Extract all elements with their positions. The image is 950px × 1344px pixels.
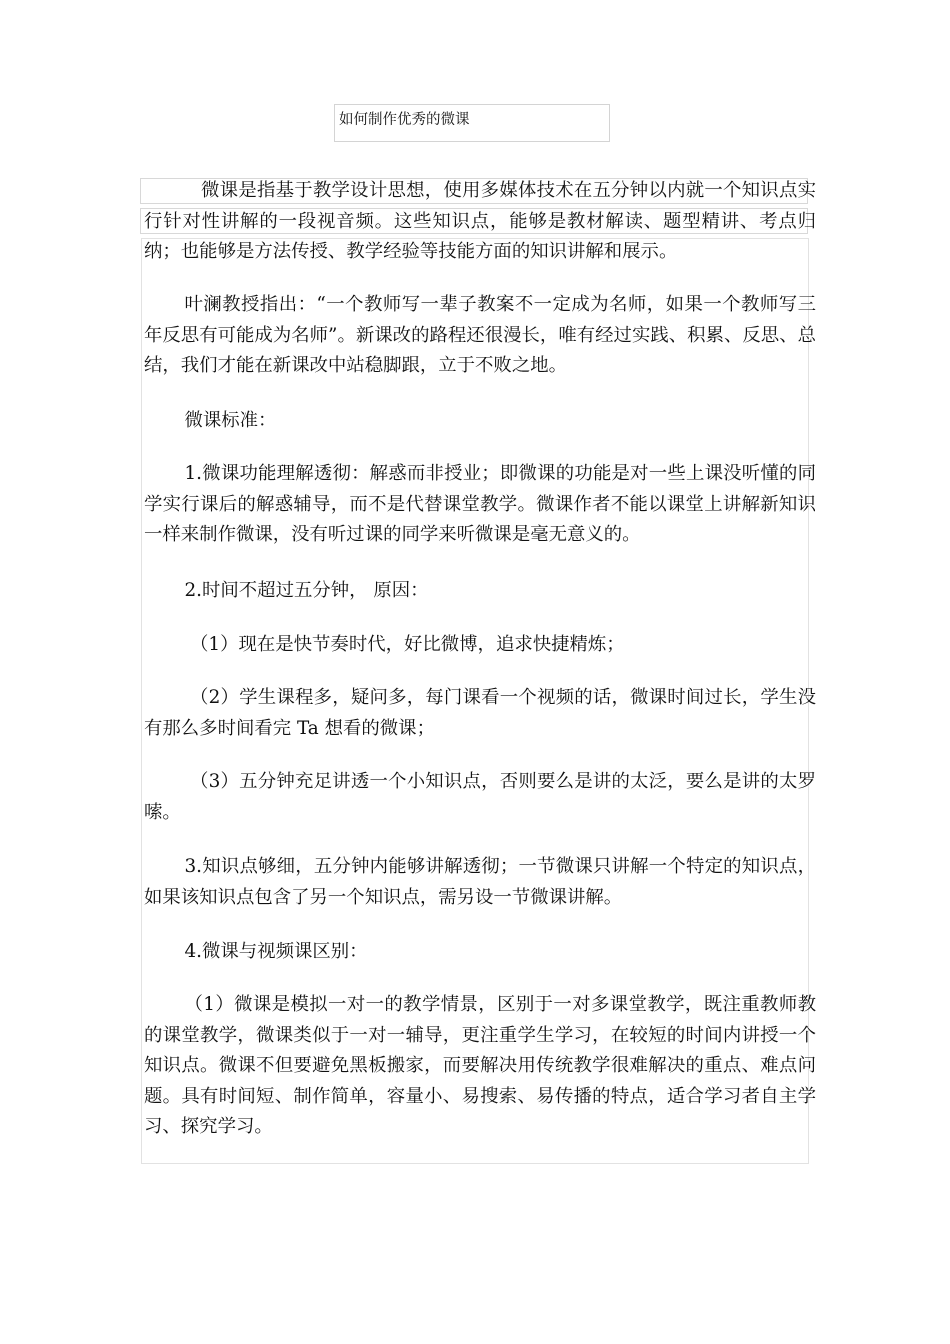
paragraph-difference-1: （1）微课是模拟一对一的教学情景，区别于一对多课堂教学，既注重教师教的课堂教学，微课类似于一对一辅导，更注重学生学习，在较短的时间内讲授一个知识点。微课不但要避免黑板搬家，而要解决用传统教学很难解决的重点、难点问题。具有时间短、制作简单，容量小、易搜索、易传播的特点，适合学习者自主学习、探究学习。 bbox=[144, 994, 816, 1137]
paragraph-standards-heading: 微课标准： bbox=[184, 410, 277, 431]
paragraph-intro: 微课是指基于教学设计思想，使用多媒体技术在五分钟以内就一个知识点实行针对性讲解的一段视音频。这些知识点，能够是教材解读、题型精讲、考点归纳；也能够是方法传授、教学经验等技能方面的知识讲解和展示。 bbox=[144, 180, 816, 262]
paragraph-standard-3: 3.知识点够细，五分钟内能够讲解透彻；一节微课只讲解一个特定的知识点，如果该知识点包含了另一个知识点，需另设一节微课讲解。 bbox=[144, 856, 816, 908]
paragraph-standard-2: 2.时间不超过五分钟， 原因： bbox=[184, 580, 429, 601]
paragraph-standard-4: 4.微课与视频课区别： bbox=[184, 941, 368, 962]
paragraph-reason-2: （2）学生课程多，疑问多，每门课看一个视频的话，微课时间过长，学生没有那么多时间看完 Ta 想看的微课； bbox=[144, 687, 816, 739]
paragraph-reason-3: （3）五分钟充足讲透一个小知识点，否则要么是讲的太泛，要么是讲的太罗嗦。 bbox=[144, 771, 816, 823]
paragraph-standard-1: 1.微课功能理解透彻：解惑而非授业；即微课的功能是对一些上课没听懂的同学实行课后的解惑辅导，而不是代替课堂教学。微课作者不能以课堂上讲解新知识一样来制作微课，没有听过课的同学来听微课是毫无意义的。 bbox=[144, 463, 816, 545]
document-title: 如何制作优秀的微课 bbox=[339, 112, 470, 128]
paragraph-reason-1: （1）现在是快节奏时代，好比微博，追求快捷精炼； bbox=[190, 634, 625, 655]
title-box bbox=[334, 104, 610, 142]
paragraph-quote: 叶澜教授指出：“一个教师写一辈子教案不一定成为名师，如果一个教师写三年反思有可能成为名师”。新课改的路程还很漫长，唯有经过实践、积累、反思、总结，我们才能在新课改中站稳脚跟，立于不败之地。 bbox=[144, 294, 816, 376]
